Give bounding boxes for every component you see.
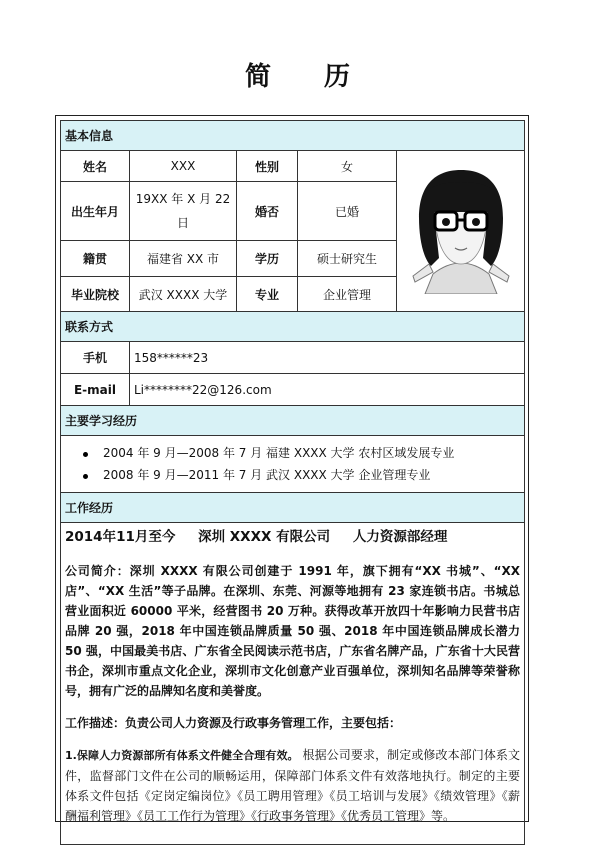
degree-label: 学历	[237, 241, 298, 277]
work-period: 2014年11月至今	[65, 529, 176, 545]
birth-value-line1: 19XX 年 X 月 22	[135, 192, 231, 206]
section-education: 主要学习经历	[61, 406, 525, 436]
avatar	[405, 166, 517, 294]
work-position: 人力资源部经理	[352, 529, 448, 545]
section-contact: 联系方式	[61, 312, 525, 342]
work-company: 深圳 XXXX 有限公司	[198, 529, 331, 545]
origin-label: 籍贯	[61, 241, 130, 277]
section-work: 工作经历	[61, 493, 525, 523]
degree-value: 硕士研究生	[298, 241, 397, 277]
school-value: 武汉 XXXX 大学	[130, 277, 237, 312]
school-label: 毕业院校	[61, 277, 130, 312]
email-value: Li********22@126.com	[130, 374, 525, 406]
birth-value-line2: 日	[176, 216, 189, 230]
education-cell	[61, 436, 525, 493]
work-point-1	[65, 745, 520, 826]
education-item: 2004 年 9 月—2008 年 7 月 福建 XXXX 大学 农村区域发展专业	[81, 442, 524, 464]
phone-value: 158******23	[130, 342, 525, 374]
company-intro: 公司简介：深圳 XXXX 有限公司创建于 1991 年，旗下拥有“XX 书城”、“XX 店”、“XX 生活”等子品牌。在深圳、东莞、河源等地拥有 23 家连锁书店。书城总营业面积近 60000 平米，经营图书 20 万种。获得改革开放四十年影响力民营书店品牌 20 强，2018 年中国连锁品牌质量 50 强、2018 年中国连锁品牌成长潜力 50 强，中国最美书店、广东省全民阅读示范书店，广东省名牌产品，广东省十大民营书企，深圳市重点文化企业，深圳市文化创意产业百强单位，深圳知名品牌等荣誉称号，拥有广泛的品牌知名度和美誉度。	[65, 564, 521, 698]
origin-value: 福建省 XX 市	[130, 241, 237, 277]
resume-table	[60, 120, 525, 845]
work-point-1-text: 根据公司要求，制定或修改本部门体系文件，监督部门文件在公司的顺畅运用，保障部门体系文件有效落地执行。制定的主要体系文件包括《定岗定编岗位》《员工聘用管理》《员工培训与发展》《绩效管理》《薪酬福利管理》《员工工作行为管理》《行政事务管理》《优秀员工管理》等。	[65, 748, 521, 823]
work-point-1-title: 1.保障人力资源部所有体系文件健全合理有效。	[65, 749, 299, 762]
major-label: 专业	[237, 277, 298, 312]
birth-value	[130, 182, 237, 241]
avatar-bangs	[431, 182, 491, 212]
education-list	[61, 436, 524, 492]
photo-cell	[397, 151, 525, 312]
marital-label: 婚否	[237, 182, 298, 241]
avatar-body	[425, 263, 497, 294]
work-cell	[61, 523, 525, 845]
avatar-eye-left	[442, 218, 450, 226]
avatar-arm-right	[489, 264, 509, 282]
section-basic-info: 基本信息	[61, 121, 525, 151]
avatar-arm-left	[413, 264, 433, 282]
phone-label: 手机	[61, 342, 130, 374]
work-heading	[65, 527, 520, 547]
name-label: 姓名	[61, 151, 130, 182]
avatar-eye-right	[472, 218, 480, 226]
page-title: 简 历	[244, 62, 373, 92]
name-value: XXX	[130, 151, 237, 182]
gender-value: 女	[298, 151, 397, 182]
major-value: 企业管理	[298, 277, 397, 312]
education-item: 2008 年 9 月—2011 年 7 月 武汉 XXXX 大学 企业管理专业	[81, 464, 524, 486]
gender-label: 性别	[237, 151, 298, 182]
email-label: E-mail	[61, 374, 130, 406]
birth-label: 出生年月	[61, 182, 130, 241]
work-duty: 工作描述：负责公司人力资源及行政事务管理工作，主要包括：	[65, 716, 402, 730]
marital-value: 已婚	[298, 182, 397, 241]
